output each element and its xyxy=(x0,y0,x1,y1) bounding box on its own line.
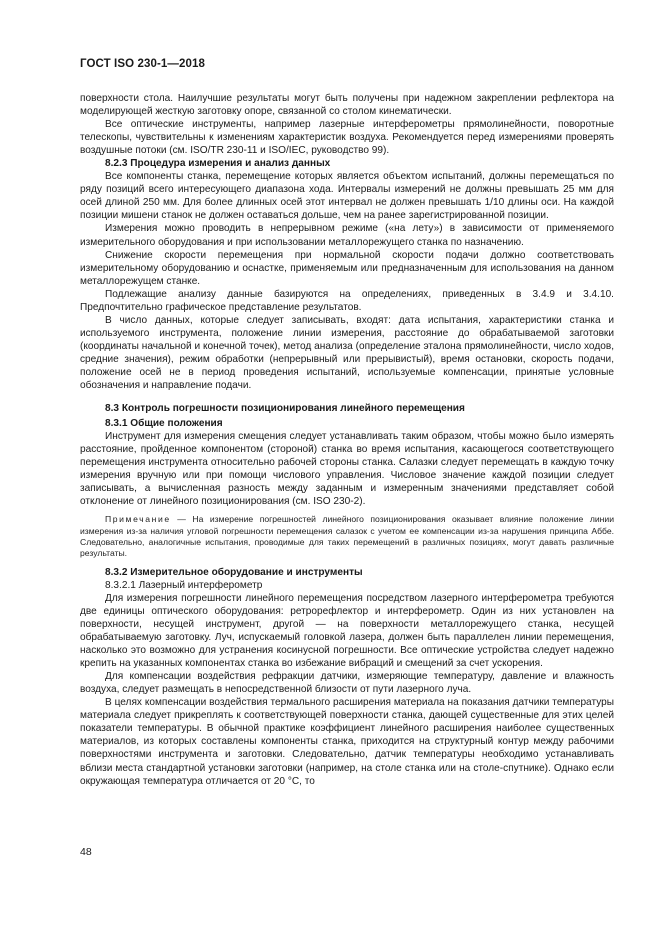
paragraph: Для компенсации воздействия рефракции датчики, измеряющие температуру, давление и влажность воздуха, следует размещать в непосредственной близости от пути лазерного луча. xyxy=(80,671,614,696)
section-heading-8-3-1: 8.3.1 Общие положения xyxy=(105,418,223,430)
paragraph: Для измерения погрешности линейного перемещения посредством лазерного интерферометра требуются две единицы оптического оборудования: ретрорефлектор и интерферометр. Один из них установлен на поверхности, несущей инструмент, другой — на поверхности металлорежущего станка, несущей обрабатываемую заготовку. Луч, испускаемый головкой лазера, должен быть параллелен линии перемещения, насколько это возможно для устранения косинусной погрешности. Все оптические устройства следует надежно крепить на указанных компонентах станка во избежание вибраций и смещений за счет ускорения. xyxy=(80,592,614,670)
section-heading-8-3-2: 8.3.2 Измерительное оборудование и инструменты xyxy=(105,566,363,578)
paragraph: Измерения можно проводить в непрерывном режиме («на лету») в зависимости от применяемого измерительного оборудования и при использовании металлорежущего станка по назначению. xyxy=(80,223,614,248)
paragraph: Подлежащие анализу данные базируются на определениях, приведенных в 3.4.9 и 3.4.10. Предпочтительно графическое представление результатов. xyxy=(80,288,614,313)
subsection-heading-8-3-2-1: 8.3.2.1 Лазерный интерферометр xyxy=(105,579,263,591)
paragraph: Снижение скорости перемещения при нормальной скорости подачи должно соответствовать измерительному оборудованию и оснастке, применяемым или предназначенным для использования на данном металлорежущем станке. xyxy=(80,249,614,287)
paragraph: поверхности стола. Наилучшие результаты могут быть получены при надежном закреплении рефлектора на моделирующей жесткую заготовку опоре, связанной со столом кинематически. xyxy=(80,93,614,118)
paragraph: В целях компенсации воздействия термального расширения материала на показания датчики температуры материала следует прикреплять к соответствующей поверхности станка, дающей существенные для этих целей показатели температуры. В обычной практике коэффициент линейного расширения наиболее существенных материалов, из которых составлены компоненты станка, приходится на структурный контур между рабочими поверхностями инструмента и заготовки. Следовательно, датчик температуры необходимо устанавливать вблизи места стандартной установки заготовки (например, на столе станка или на столе-спутнике). Однако если окружающая температура отличается от 20 °С, то xyxy=(80,697,614,787)
document-header: ГОСТ ISO 230-1—2018 xyxy=(80,58,205,70)
paragraph: Все оптические инструменты, например лазерные интерферометры прямолинейности, поворотные телескопы, чувствительны к изменениям характеристик воздуха. Рекомендуется перед измерениями проверять воздушные потоки (см. ISO/TR 230-11 и ISO/IEC, руководство 99). xyxy=(80,119,614,157)
page-body xyxy=(80,92,614,788)
paragraph: Инструмент для измерения смещения следует устанавливать таким образом, чтобы можно было измерять расстояние, пройденное компонентом (стороной) станка во время испытания, касающегося соответствующего перемещения инструмента относительно рабочей стороны станка. Салазки следует перемещать в каждую точку измерения вручную или при помощи числового управления. Числовое значение каждой позиции следует записывать, а вычисленная разность между заданным и измеренным значениями представляет собой отклонение от линейного позиционирования (см. ISO 230-2). xyxy=(80,431,614,508)
note xyxy=(80,514,614,558)
paragraph: В число данных, которые следует записывать, входят: дата испытания, характеристики станка и используемого инструмента, положение линии измерения, расстояние до обрабатываемой заготовки (координаты начальной и конечной точек), метод анализа (определение эталона прямолинейности, число ходов, средние значения), режим обработки (непрерывный или прерывистый), время остановки, скорость подачи, положение осей не в период проведения испытаний, используемые компенсации, принятые условные обозначения и направление подачи. xyxy=(80,314,614,392)
paragraph: Все компоненты станка, перемещение которых является объектом испытаний, должны перемещаться по ряду позиций всего интересующего диапазона хода. Интервалы измерений не должны превышать 25 мм для осей длиной 250 мм. Для более длинных осей этот интервал не должен превышать 1/10 длины оси. На каждой позиции мишени станок не должен оставаться дольше, чем на ранее зарегистрированной позиции. xyxy=(80,171,614,222)
note-label: Примечание xyxy=(105,514,171,525)
section-heading-8-3: 8.3 Контроль погрешности позиционирования линейного перемещения xyxy=(105,403,465,415)
page-number: 48 xyxy=(80,846,92,858)
section-heading-8-2-3: 8.2.3 Процедура измерения и анализ данных xyxy=(105,158,331,170)
note-text: — На измерение погрешностей линейного позиционирования оказывает влияние положение линии измерения из-за наличия угловой погрешности перемещения салазок с учетом ее компенсации из-за нарушения принципа Аббе. Следовательно, аналогичные испытания, проводимые для таких перемещений в различных позициях, могут давать различные результаты. xyxy=(80,514,614,558)
